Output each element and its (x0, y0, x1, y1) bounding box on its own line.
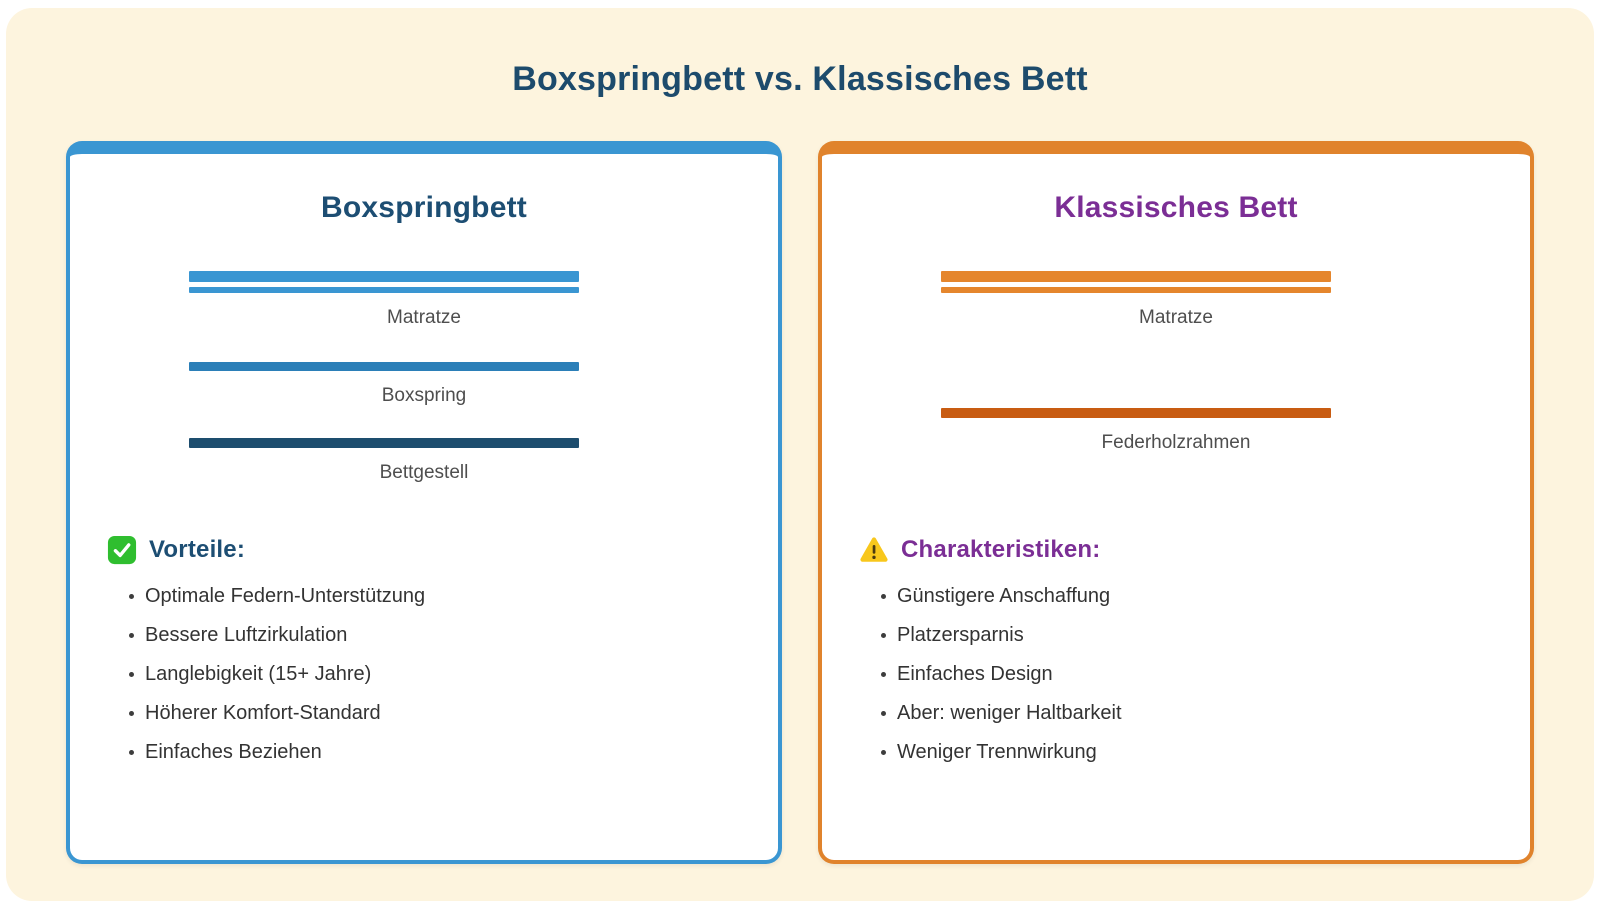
page-title: Boxspringbett vs. Klassisches Bett (512, 60, 1088, 98)
list-item: Aber: weniger Haltbarkeit (859, 694, 1530, 733)
list-item: Weniger Trennwirkung (859, 733, 1530, 772)
layer-label-matratze: Matratze (387, 307, 461, 328)
vorteile-heading: Vorteile: (149, 536, 246, 563)
list-item: Einfaches Beziehen (107, 733, 778, 772)
vorteile-heading-row (107, 534, 778, 566)
layer-matratze (70, 271, 778, 329)
bettgestell-bar (189, 438, 579, 448)
layer-matratze (822, 271, 1530, 329)
charakteristiken-heading: Charakteristiken: (901, 536, 1101, 563)
card-title-klassisches-bett: Klassisches Bett (1054, 191, 1298, 224)
charakteristiken-section (822, 534, 1530, 772)
list-item: Optimale Federn-Unterstützung (107, 577, 778, 616)
infographic-background (6, 8, 1594, 901)
matratze-top-bar (189, 271, 579, 282)
federholzrahmen-bar (941, 408, 1331, 418)
boxspring-bar (189, 362, 579, 371)
charakteristiken-list (859, 577, 1530, 772)
bed-layers-diagram-boxspringbett (70, 271, 778, 534)
card-boxspringbett (66, 141, 782, 864)
list-item: Platzersparnis (859, 616, 1530, 655)
list-item: Günstigere Anschaffung (859, 577, 1530, 616)
list-item: Einfaches Design (859, 655, 1530, 694)
matratze-bottom-bar (189, 287, 579, 293)
vorteile-list (107, 577, 778, 772)
card-klassisches-bett (818, 141, 1534, 864)
layer-label-matratze: Matratze (1139, 307, 1213, 328)
layer-label-boxspring: Boxspring (381, 385, 467, 406)
layer-label-bettgestell: Bettgestell (379, 462, 469, 483)
matratze-top-bar (941, 271, 1331, 282)
card-title-boxspringbett: Boxspringbett (321, 191, 527, 224)
check-icon (107, 535, 137, 565)
vorteile-section (70, 534, 778, 772)
list-item: Langlebigkeit (15+ Jahre) (107, 655, 778, 694)
warning-icon (859, 535, 889, 565)
charakteristiken-heading-row (859, 534, 1530, 566)
matratze-bottom-bar (941, 287, 1331, 293)
layer-label-federholzrahmen: Federholzrahmen (1101, 432, 1251, 453)
layer-federholzrahmen (822, 408, 1530, 454)
bed-layers-diagram-klassisches-bett (822, 271, 1530, 534)
layer-bettgestell (70, 438, 778, 484)
layer-boxspring (70, 362, 778, 407)
list-item: Höherer Komfort-Standard (107, 694, 778, 733)
comparison-cards-row (6, 141, 1594, 864)
list-item: Bessere Luftzirkulation (107, 616, 778, 655)
